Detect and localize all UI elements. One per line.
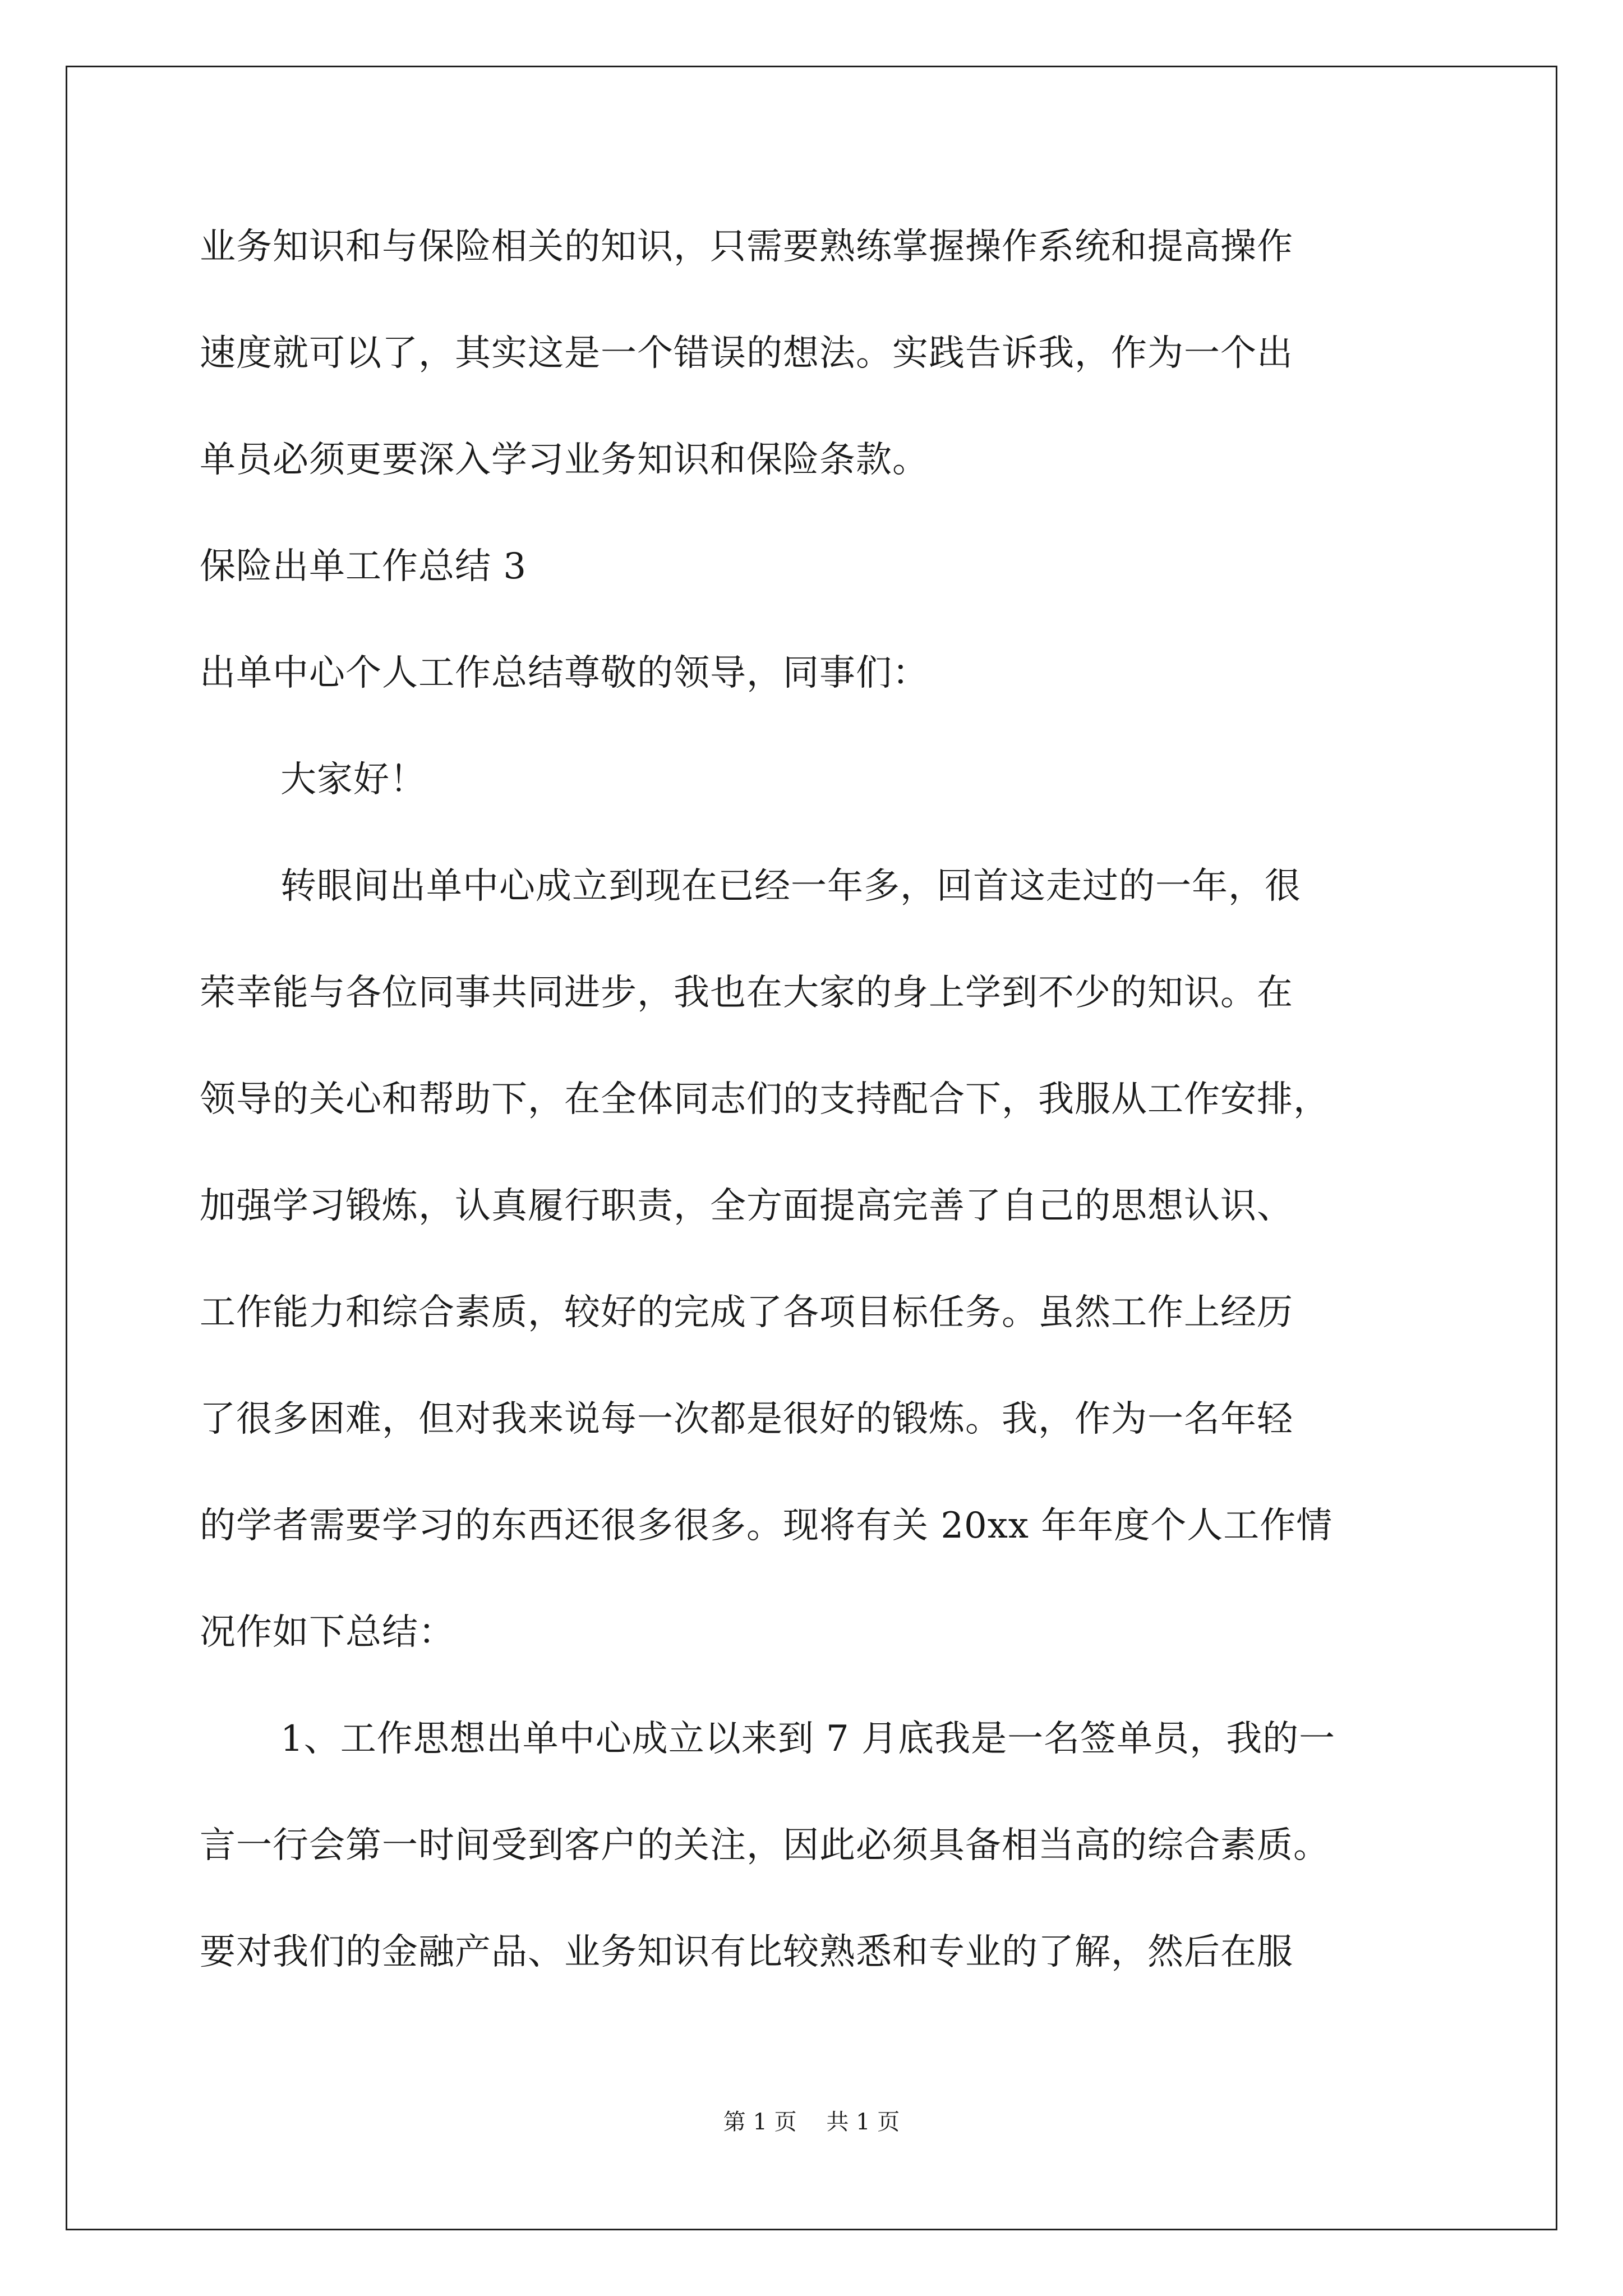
body-text-line: 荣幸能与各位同事共同进步，我也在大家的身上学到不少的知识。在 [200, 972, 1293, 1014]
section-heading: 保险出单工作总结 3 [200, 546, 527, 587]
paragraph-start-line: 转眼间出单中心成立到现在已经一年多，回首这走过的一年，很 [280, 866, 1301, 907]
body-text-line: 工作能力和综合素质，较好的完成了各项目标任务。虽然工作上经历 [200, 1292, 1293, 1333]
body-text-line: 出单中心个人工作总结尊敬的领导，同事们： [200, 652, 929, 694]
paragraph-start-line: 1、工作思想出单中心成立以来到 7 月底我是一名签单员，我的一 [280, 1718, 1336, 1760]
body-text-line: 业务知识和与保险相关的知识，只需要熟练掌握操作系统和提高操作 [200, 226, 1293, 268]
body-text-line: 单员必须更要深入学习业务知识和保险条款。 [200, 439, 929, 481]
body-text-line: 言一行会第一时间受到客户的关注，因此必须具备相当高的综合素质。 [200, 1825, 1330, 1866]
body-text-line: 速度就可以了，其实这是一个错误的想法。实践告诉我，作为一个出 [200, 333, 1293, 374]
page-border [66, 66, 1557, 2230]
page-number-total: 共 1 页 [826, 2109, 900, 2135]
page-footer [0, 2108, 1623, 2136]
body-text-line: 了很多困难，但对我来说每一次都是很好的锻炼。我，作为一名年轻 [200, 1398, 1293, 1440]
page-number-current: 第 1 页 [723, 2109, 797, 2135]
body-text-line: 的学者需要学习的东西还很多很多。现将有关 20xx 年年度个人工作情 [200, 1505, 1333, 1547]
body-text-line: 况作如下总结： [200, 1612, 455, 1653]
body-text-line: 领导的关心和帮助下，在全体同志们的支持配合下，我服从工作安排， [200, 1079, 1330, 1120]
greeting-line: 大家好！ [280, 759, 426, 800]
body-text-line: 要对我们的金融产品、业务知识有比较熟悉和专业的了解，然后在服 [200, 1931, 1293, 1973]
body-text-line: 加强学习锻炼，认真履行职责，全方面提高完善了自己的思想认识、 [200, 1185, 1293, 1227]
